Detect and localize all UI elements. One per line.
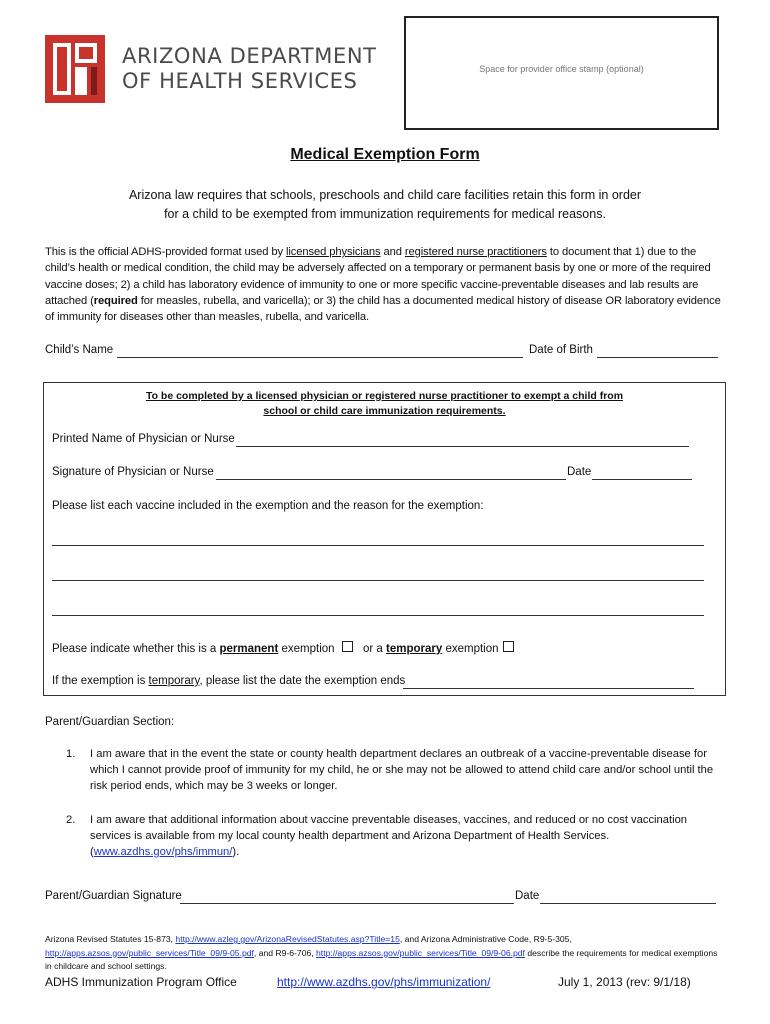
para-text-4: for measles, rubella, and varicella); or 3) the child has a documented medical history of disease OR laboratory evidence of immunity for diseases other than measles, rubella, and varicella. [45, 294, 721, 324]
dob-field[interactable] [597, 357, 718, 358]
statutes-text-2: , and Arizona Administrative Code, R9-5-305, [399, 934, 572, 944]
adhs-logo-icon [45, 35, 105, 103]
temporary-option-row [363, 643, 499, 655]
permanent-checkbox[interactable] [342, 641, 353, 652]
exemption-text-2: exemption [442, 643, 499, 655]
vaccine-reason-line-3[interactable] [52, 615, 704, 616]
statutes-text-1: Arizona Revised Statutes 15-873, [45, 934, 176, 944]
exemption-end-date-field[interactable] [403, 688, 694, 689]
org-name-line2: OF HEALTH SERVICES [122, 69, 358, 93]
statutes-text-3: , and R9-6-706, [253, 947, 317, 958]
temp-text-1: If the exemption is [52, 675, 149, 687]
r9-6-link[interactable]: http://apps.azsos.gov/public_services/Title_09/9-06.pdf [316, 947, 525, 958]
dob-label: Date of Birth [529, 344, 593, 356]
footer-program: ADHS Immunization Program Office [45, 975, 237, 989]
statutes-text-4: describe the requirements for medical exemptions in childcare and school settings. [45, 947, 718, 971]
exemption-text-1: exemption [278, 643, 335, 655]
child-name-label: Child’s Name [45, 344, 114, 356]
signature-physician-field[interactable] [216, 479, 566, 480]
child-name-field[interactable] [117, 357, 523, 358]
temporary-term-2: temporary [148, 675, 200, 687]
item-1-number: 1. [66, 748, 76, 760]
physician-date-field[interactable] [592, 479, 692, 480]
temporary-checkbox[interactable] [503, 641, 514, 652]
footer-date: July 1, 2013 (rev: 9/1/18) [558, 975, 691, 989]
provider-stamp-box [404, 16, 719, 130]
item-2-text: I am aware that additional information about vaccine preventable diseases, vaccines, and reduced or no cost vaccination services is available from my local county health department and Arizona Department of Health Services. (www.azdhs.gov/phs/immun/). [90, 814, 688, 858]
footer-url-link[interactable]: http://www.azdhs.gov/phs/immunization/ [277, 975, 491, 989]
vaccine-list-label: Please list each vaccine included in the exemption and the reason for the exemption: [52, 500, 484, 512]
item-2-after: ). [232, 846, 240, 858]
parent-signature-field[interactable] [180, 903, 514, 904]
heading-line-1: To be completed by a licensed physician or registered nurse practitioner to exempt a child from [145, 390, 624, 402]
parent-date-label: Date [515, 890, 540, 902]
intro-line-2: for a child to be exempted from immunization requirements for medical reasons. [164, 207, 606, 221]
org-name-line1: ARIZONA DEPARTMENT [122, 44, 377, 68]
physician-section-heading [43, 389, 726, 419]
immun-link[interactable]: www.azdhs.gov/phs/immun/ [93, 846, 233, 858]
temporary-end-row [52, 675, 405, 687]
parent-signature-label: Parent/Guardian Signature [45, 890, 182, 902]
para-text-2: and [380, 246, 405, 258]
permanent-term: permanent [219, 643, 279, 655]
parent-date-field[interactable] [540, 903, 716, 904]
licensed-physicians-term: licensed physicians [286, 246, 381, 258]
temporary-term: temporary [386, 643, 443, 655]
statutes-note [45, 933, 725, 974]
or-a-text: or a [363, 643, 387, 655]
purpose-paragraph [45, 244, 725, 325]
stamp-label: Space for provider office stamp (optional) [479, 64, 644, 74]
required-term: required [93, 294, 138, 307]
parent-section-label: Parent/Guardian Section: [45, 716, 175, 728]
item-1-text: I am aware that in the event the state or county health department declares an outbreak of a vaccine-preventable disease for which I cannot provide proof of immunity for my child, he or she may not be allowed to attend child care and/or school until the risk period ends, which may be 3 weeks or longer. [90, 748, 714, 792]
item-2-number: 2. [66, 814, 76, 826]
intro-line-1: Arizona law requires that schools, preschools and child care facilities retain this form in order [128, 188, 642, 202]
printed-name-field[interactable] [236, 446, 689, 447]
form-title: Medical Exemption Form [290, 146, 480, 163]
nurse-practitioners-term: registered nurse practitioners [404, 246, 547, 258]
exemption-type-row [52, 643, 335, 655]
org-name [122, 44, 377, 94]
printed-name-label: Printed Name of Physician or Nurse [52, 433, 235, 445]
item-2-body: I am aware that additional information about vaccine preventable diseases, vaccines, and reduced or no cost vaccination services is available from my local county health department and Arizona Department of Health Services. [90, 814, 688, 842]
heading-line-2: school or child care immunization requirements. [263, 405, 506, 417]
intro-text [80, 186, 690, 224]
signature-physician-label: Signature of Physician or Nurse [52, 466, 214, 478]
ars-link[interactable]: http://www.azleg.gov/ArizonaRevisedStatutes.asp?Title=15 [175, 934, 400, 944]
indicate-text: Please indicate whether this is a [52, 643, 220, 655]
r9-5-link[interactable]: http://apps.azsos.gov/public_services/Title_09/9-05.pdf [45, 947, 254, 958]
vaccine-reason-line-2[interactable] [52, 580, 704, 581]
para-text-3: to document that 1) due to the child’s health or medical condition, the child may be adversely affected on a temporary or permanent basis by one or more of the required vaccine doses; 2) a child has laboratory evidence of immunity to one or more specific vaccine-preventable diseases and lab results are attached ( [45, 246, 711, 307]
para-text-1: This is the official ADHS-provided format used by [45, 246, 287, 258]
temp-text-2: , please list the date the exemption ends [199, 675, 406, 687]
vaccine-reason-line-1[interactable] [52, 545, 704, 546]
physician-date-label: Date [567, 466, 592, 478]
